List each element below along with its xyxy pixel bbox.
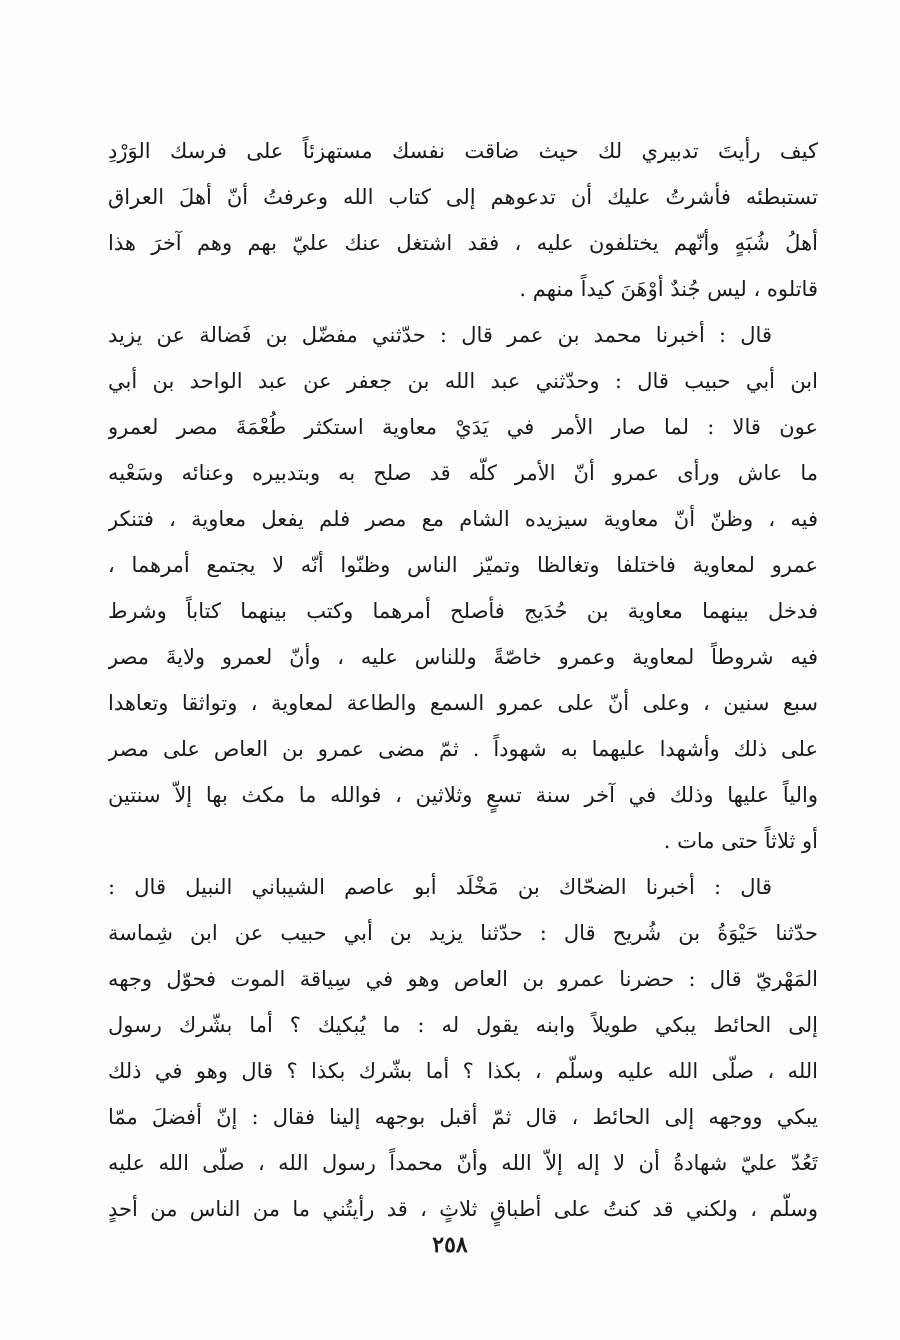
text-line: قال : أخبرنا الضحّاك بن مَخْلَد أبو عاصم الشيباني النبيل قال : (108, 875, 772, 899)
paragraph-1 (108, 128, 818, 312)
text-line: كيف رأيتَ تدبيري لك حيث ضاقت نفسك مستهزئاً على فرسك الوَرْدِ (108, 139, 818, 163)
text-line: يبكي ووجهه إلى الحائط ، قال ثمّ أقبل بوجهه إلينا فقال : إنّ أفضلَ ممّا (108, 1105, 818, 1129)
text-line: سبع سنين ، وعلى أنّ على عمرو السمع والطاعة لمعاوية ، وتواثقا وتعاهدا (108, 691, 818, 715)
text-line: قاتلوه ، ليس جُندٌ أوْهَنَ كيداً منهم . (519, 277, 818, 301)
text-line: فدخل بينهما معاوية بن حُدَيج فأصلح أمرهما وكتب بينهما كتاباً وشرط (108, 599, 818, 623)
page-number: ٢٥٨ (432, 1232, 468, 1258)
text-line: عون قالا : لما صار الأمر في يَدَيْ معاوية استكثر طُعْمَةَ مصر لعمرو (108, 415, 818, 439)
text-line: قال : أخبرنا محمد بن عمر قال : حدّثني مفضّل بن فَضالة عن يزيد (108, 323, 772, 347)
text-line: وسلّم ، ولكني قد كنتُ على أطباقٍ ثلاثٍ ، قد رأيتُني ما من الناس من أحدٍ (108, 1197, 818, 1221)
text-line: أهلُ شُبَهٍ وأنّهم يختلفون عليه ، فقد اشتغل عنك عليّ بهم وهم آخرَ هذا (108, 231, 818, 255)
text-line: تَعُدّ عليّ شهادةُ أن لا إله إلاّ الله وأنّ محمداً رسول الله ، صلّى الله عليه (108, 1151, 818, 1175)
text-line: أو ثلاثاً حتى مات . (663, 829, 818, 853)
text-line: إلى الحائط يبكي طويلاً وابنه يقول له : ما يُبكيك ؟ أما بشّرك رسول (108, 1013, 818, 1037)
text-line: فيه ، وظنّ أنّ معاوية سيزيده الشام مع مصر فلم يفعل معاوية ، فتنكر (108, 507, 818, 531)
text-line: حدّثنا حَيْوَةُ بن شُريح قال : حدّثنا يزيد بن أبي حبيب عن ابن شِماسة (108, 921, 818, 945)
paragraph-3 (108, 864, 818, 1232)
text-line: على ذلك وأشهدا عليهما به شهوداً . ثمّ مضى عمرو بن العاص على مصر (108, 737, 818, 761)
text-line: ما عاش ورأى عمرو أنّ الأمر كلّه قد صلح به وبتدبيره وعنائه وسَعْيه (108, 461, 818, 485)
text-line: الله ، صلّى الله عليه وسلّم ، بكذا ؟ أما بشّرك بكذا ؟ قال وهو في ذلك (108, 1059, 818, 1083)
text-line: تستبطئه فأشرتُ عليك أن تدعوهم إلى كتاب الله وعرفتُ أنّ أهلَ العراق (108, 185, 818, 209)
body-text (108, 128, 818, 1232)
text-line: ابن أبي حبيب قال : وحدّثني عبد الله بن جعفر عن عبد الواحد بن أبي (108, 369, 818, 393)
text-line: والياً عليها وذلك في آخر سنة تسعٍ وثلاثين ، فوالله ما مكث بها إلاّ سنتين (108, 783, 818, 807)
text-line: المَهْريّ قال : حضرنا عمرو بن العاص وهو في سِياقة الموت فحوّل وجهه (108, 967, 818, 991)
paragraph-2 (108, 312, 818, 864)
text-line: فيه شروطاً لمعاوية وعمرو خاصّةً وللناس عليه ، وأنّ لعمرو ولايةَ مصر (108, 645, 818, 669)
text-line: عمرو لمعاوية فاختلفا وتغالظا وتميّز الناس وظنّوا أنّه لا يجتمع أمرهما ، (108, 553, 818, 577)
